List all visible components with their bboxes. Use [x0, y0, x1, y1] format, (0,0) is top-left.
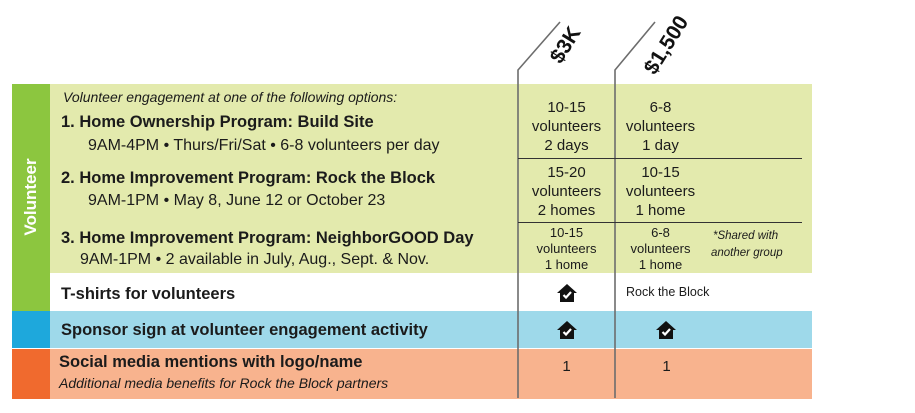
program-2-tier1-count: 15-20	[547, 164, 586, 181]
program-1-tier1-span: 2 days	[544, 137, 589, 154]
social-row-sublabel: Additional media benefits for Rock the Block partners	[59, 375, 389, 391]
shared-note	[711, 228, 783, 262]
program-1-tier1-cell	[518, 98, 615, 155]
social-row-label: Social media mentions with logo/name	[59, 353, 363, 371]
program-3-tier2-unit: volunteers	[630, 241, 691, 256]
program-2-tier2-unit: volunteers	[625, 183, 696, 200]
program-2-detail: 9AM-1PM • May 8, June 12 or October 23	[88, 192, 386, 209]
program-1-tier2-unit: volunteers	[625, 118, 696, 135]
program-3-tier1-unit: volunteers	[536, 241, 597, 256]
program-2-title: 2. Home Improvement Program: Rock the Block	[61, 169, 436, 187]
program-3-tier2-span: 1 home	[638, 257, 683, 272]
program-1-tier2-count: 6-8	[649, 99, 672, 116]
program-divider-1	[518, 158, 802, 159]
tier1-header: $3K	[545, 22, 586, 68]
intro-text: Volunteer engagement at one of the following options:	[63, 89, 398, 105]
program-3-tier1-cell	[518, 225, 615, 273]
program-1-title: 1. Home Ownership Program: Build Site	[61, 113, 374, 131]
house-check-icon	[556, 320, 578, 340]
social-tier2-value: 1	[662, 358, 671, 375]
program-3-tier2-cell	[612, 225, 709, 273]
social-tier1-value: 1	[562, 358, 571, 375]
program-2-tier2-span: 1 home	[635, 202, 686, 219]
program-2-tier1-cell	[518, 163, 615, 220]
program-divider-2	[518, 222, 802, 223]
program-3-tier1-span: 1 home	[544, 257, 589, 272]
program-1-tier2-cell	[612, 98, 709, 155]
house-check-icon	[655, 320, 677, 340]
program-1-tier1-unit: volunteers	[531, 118, 602, 135]
tshirt-row-label: T-shirts for volunteers	[61, 285, 236, 303]
program-3-tier1-count: 10-15	[549, 225, 584, 240]
program-3-title: 3. Home Improvement Program: NeighborGOOD Day	[61, 229, 474, 247]
shared-note-line-2: another group	[711, 247, 783, 259]
program-3-tier2-count: 6-8	[651, 225, 670, 240]
program-2-tier2-cell	[612, 163, 709, 220]
house-check-icon	[556, 283, 578, 303]
program-2-tier1-unit: volunteers	[531, 183, 602, 200]
program-1-detail: 9AM-4PM • Thurs/Fri/Sat • 6-8 volunteers per day	[88, 137, 440, 154]
tshirt-tier2-value: Rock the Block	[626, 285, 710, 299]
program-1-tier1-count: 10-15	[547, 99, 586, 116]
program-1-tier2-span: 1 day	[642, 137, 679, 154]
sponsor-row-label: Sponsor sign at volunteer engagement activity	[61, 321, 428, 339]
program-3-detail: 9AM-1PM • 2 available in July, Aug., Sept. & Nov.	[80, 251, 430, 268]
tier2-header: $1,500	[639, 11, 694, 79]
volunteer-side-label: Volunteer	[21, 158, 40, 236]
program-2-tier2-count: 10-15	[641, 164, 680, 181]
program-2-tier1-span: 2 homes	[537, 202, 596, 219]
shared-note-line-1: *Shared with	[713, 230, 779, 242]
